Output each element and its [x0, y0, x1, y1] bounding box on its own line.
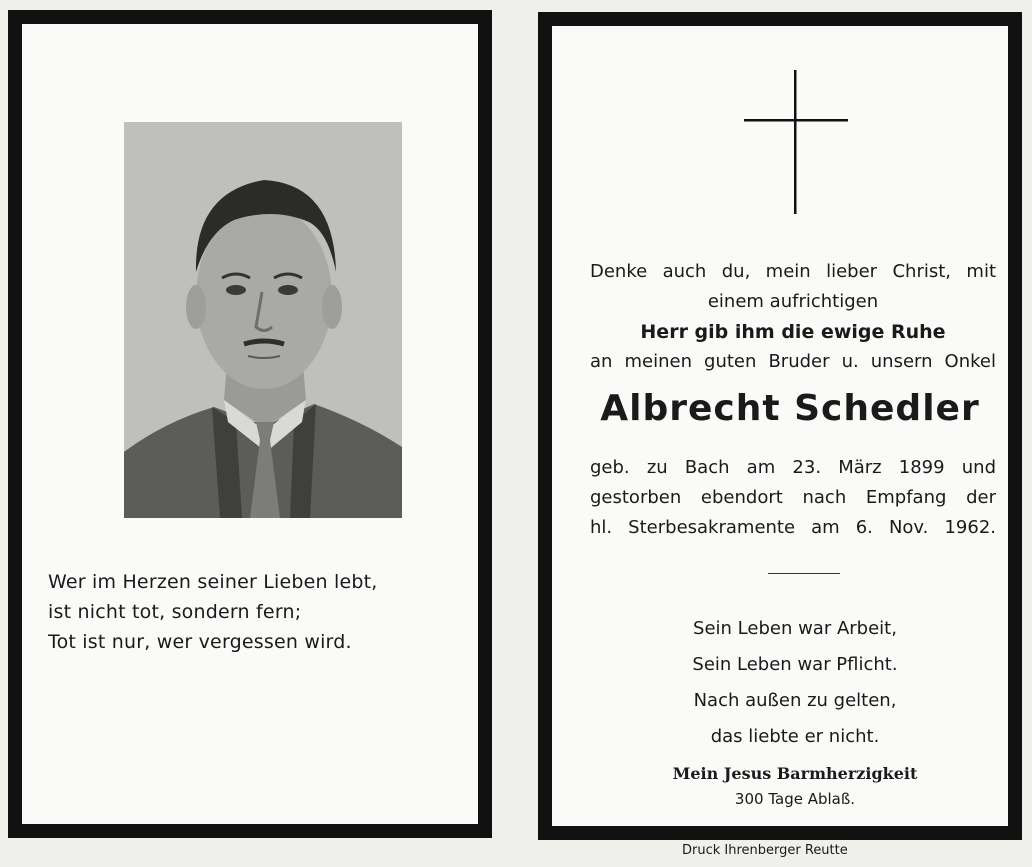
bio-line: hl. Sterbesakramente am 6. Nov. 1962.: [590, 517, 996, 538]
biography-text: [590, 453, 996, 543]
bio-line: geb. zu Bach am 23. März 1899 und: [590, 457, 996, 478]
verse-line: das liebte er nicht.: [710, 726, 880, 747]
verse-line: Sein Leben war Pflicht.: [692, 654, 898, 675]
cross-icon: [744, 70, 848, 214]
divider: [768, 573, 840, 574]
verse-line: Wer im Herzen seiner Lieben lebt,: [48, 571, 378, 593]
prayer-line: an meinen guten Bruder u. unsern Onkel: [590, 351, 996, 372]
verse-line: ist nicht tot, sondern fern;: [48, 601, 302, 623]
deceased-name: Albrecht Schedler: [600, 388, 980, 429]
verse-line: Nach außen zu gelten,: [693, 690, 897, 711]
card-left-inner: [22, 24, 478, 824]
portrait-photo: [124, 122, 402, 518]
portrait-photo-image: [124, 122, 402, 518]
memorial-card-left: [8, 10, 492, 838]
card-right-inner: [552, 26, 1008, 826]
prayer-line: einem aufrichtigen: [707, 291, 879, 312]
verse-line: Sein Leben war Arbeit,: [693, 618, 897, 639]
indulgence-title: Mein Jesus Barmherzigkeit: [672, 764, 918, 783]
indulgence-note: 300 Tage Ablaß.: [734, 790, 856, 808]
verse-line: Tot ist nur, wer vergessen wird.: [48, 631, 352, 653]
bio-line: gestorben ebendort nach Empfang der: [590, 487, 996, 508]
memorial-verse-left: [48, 567, 468, 657]
prayer-line: Denke auch du, mein lieber Christ, mit: [590, 261, 996, 282]
prayer-text: [590, 257, 996, 377]
memorial-verse-right: [592, 611, 998, 755]
prayer-emphasis: Herr gib ihm die ewige Ruhe: [640, 321, 946, 343]
memorial-card-right: [538, 12, 1022, 840]
printer-credit: Druck Ihrenberger Reutte: [682, 843, 848, 858]
